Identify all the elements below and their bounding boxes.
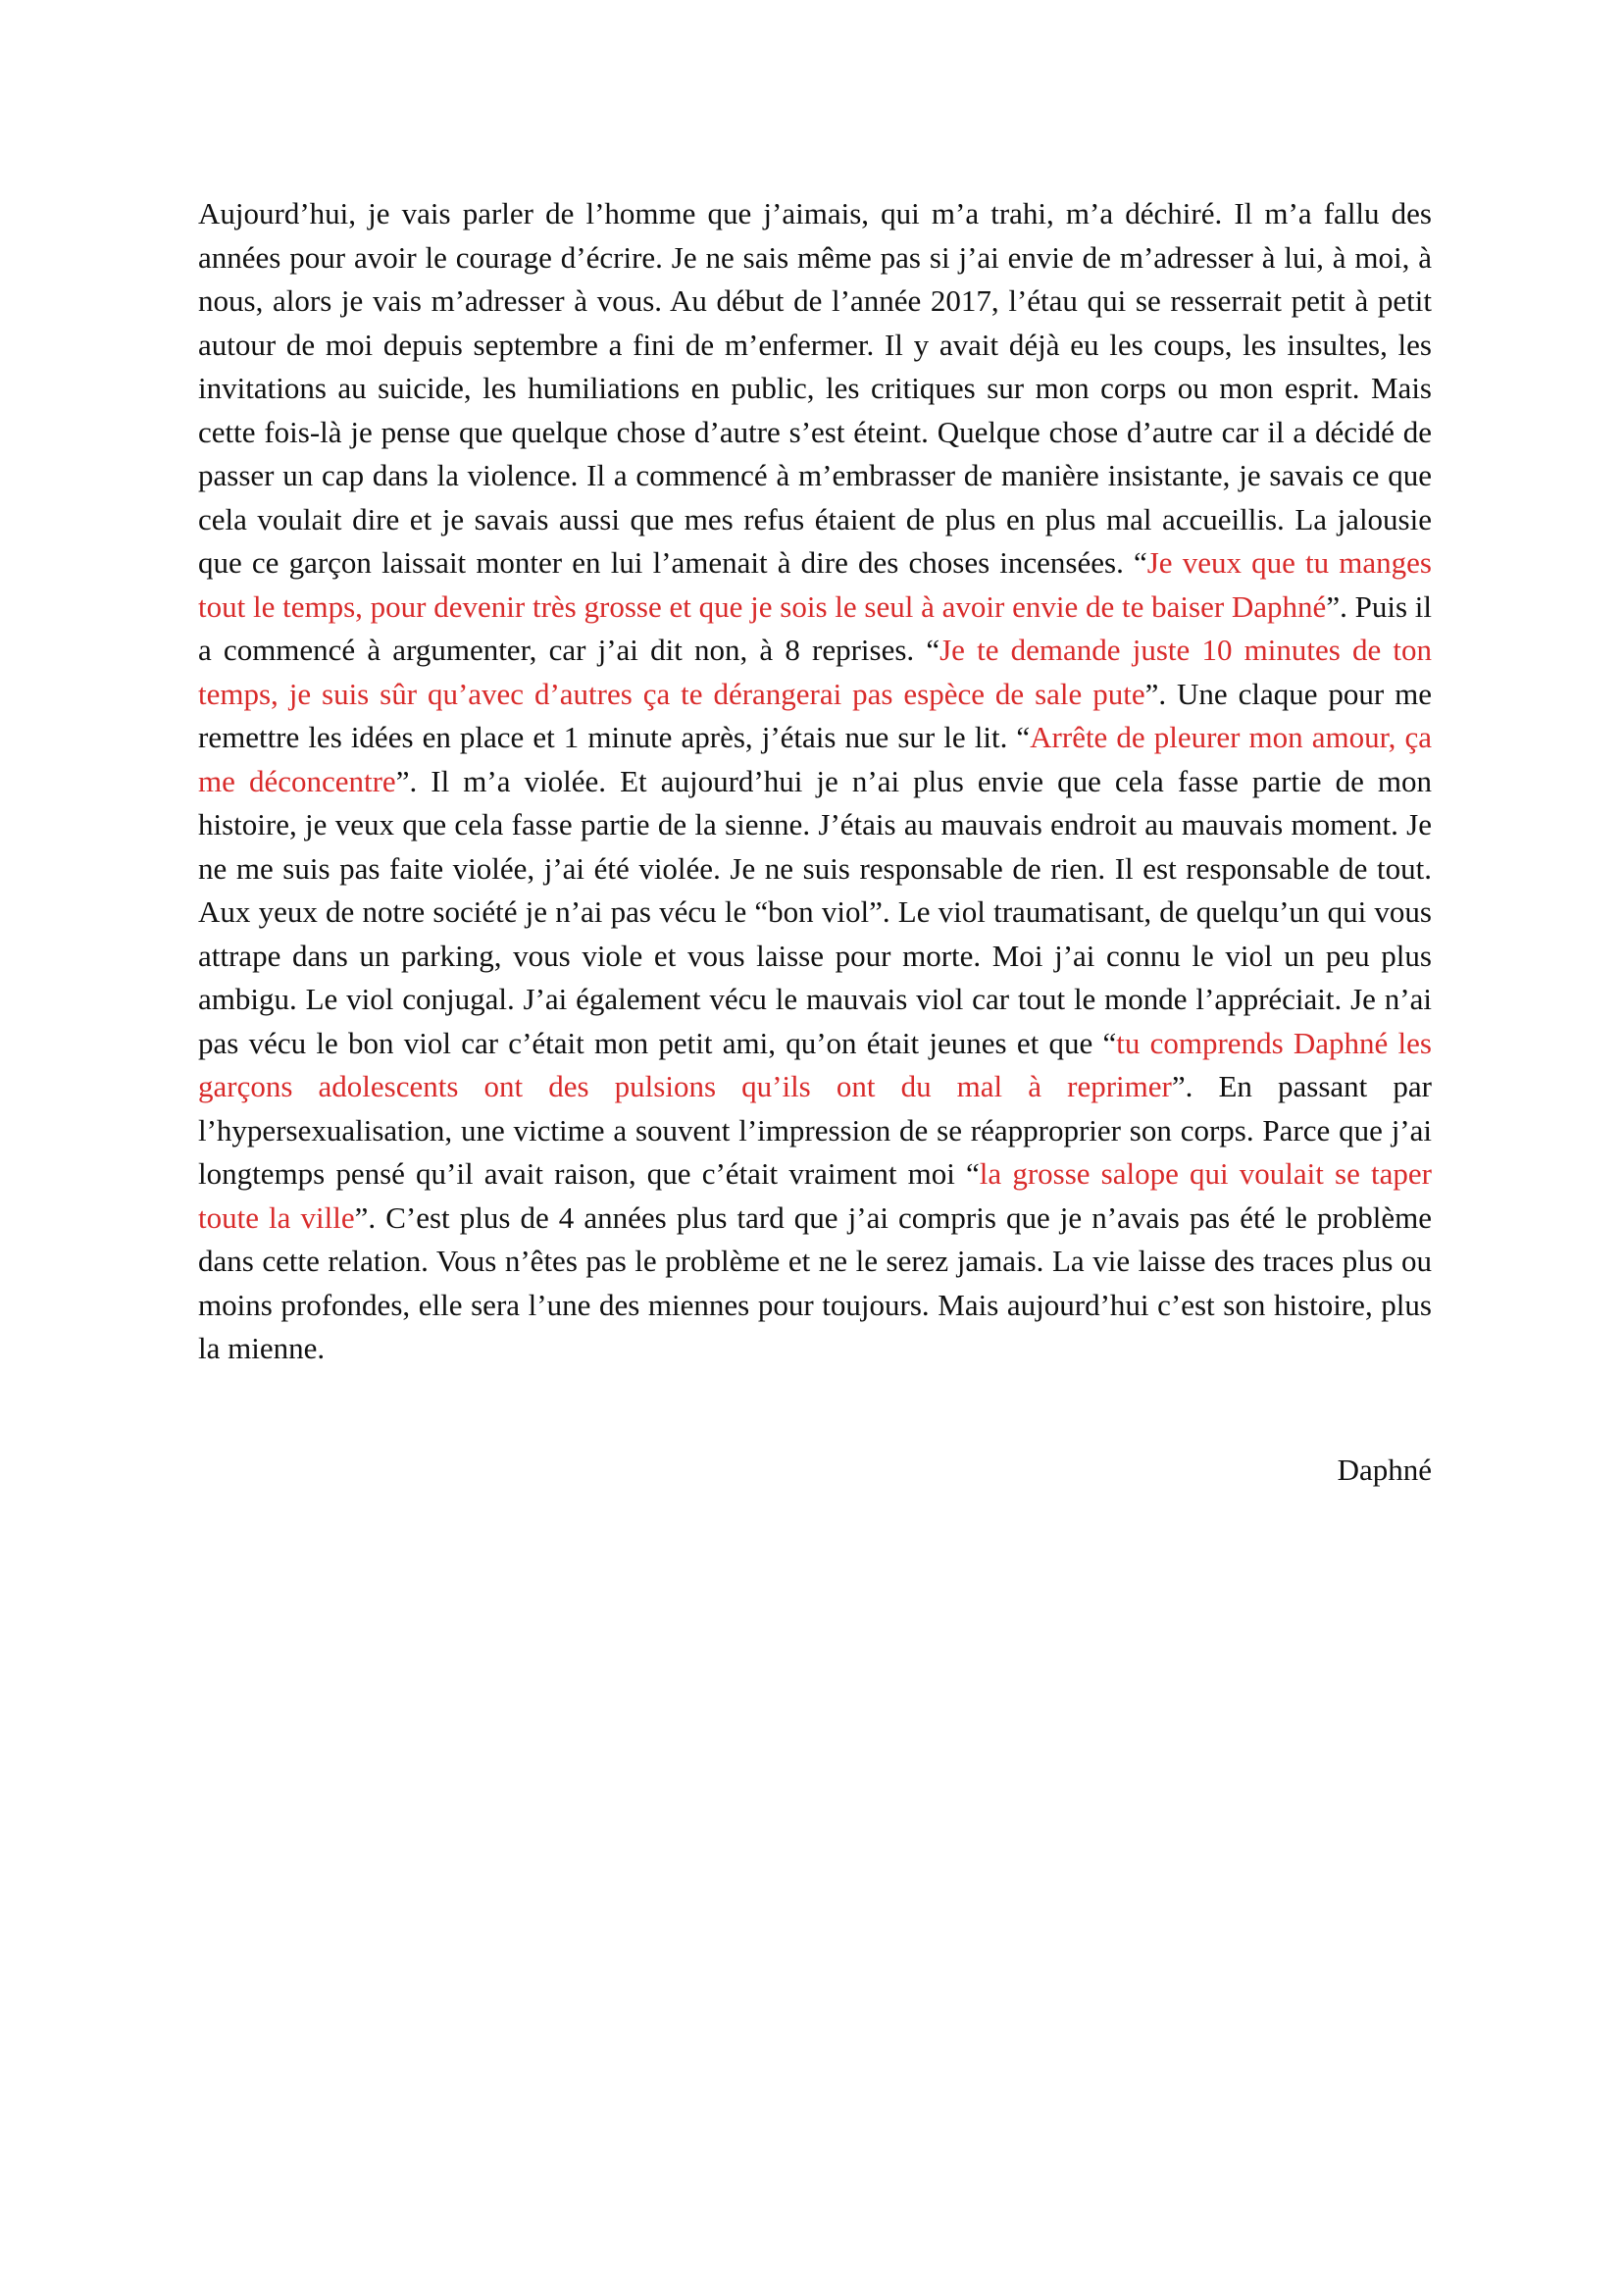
document-page xyxy=(198,192,1432,1492)
signature: Daphné xyxy=(1337,1452,1432,1487)
body-paragraph xyxy=(198,192,1432,1371)
quote-run: Je veux que tu manges tout le temps, pour devenir très grosse et que je sois le seul à avoir envie de te baiser Daphné xyxy=(198,545,1432,624)
text-run: ”. En passant par l’hypersexualisation, une victime a souvent l’impression de se réapproprier son corps. Parce que j’ai longtemps pensé qu’il avait raison, que c’était vraiment moi “ xyxy=(198,1069,1432,1191)
text-run: ”. Il m’a violée. Et aujourd’hui je n’ai plus envie que cela fasse partie de mon histoire, je veux que cela fasse partie de la sienne. J’étais au mauvais endroit au mauvais moment. Je ne me suis pas faite violée, j’ai été violée. Je ne suis responsable de rien. Il est responsable de tout. Aux yeux de notre société je n’ai pas vécu le “bon viol”. Le viol traumatisant, de quelqu’un qui vous attrape dans un parking, vous viole et vous laisse pour morte. Moi j’ai connu le viol un peu plus ambigu. Le viol conjugal. J’ai également vécu le mauvais viol car tout le monde l’appréciait. Je n’ai pas vécu le bon viol car c’était mon petit ami, qu’on était jeunes et que “ xyxy=(198,763,1433,1060)
text-run: ”. Une claque pour me remettre les idées en place et 1 minute après, j’étais nue sur le lit. “ xyxy=(198,676,1432,754)
text-run: ”. Puis il a commencé à argumenter, car j’ai dit non, à 8 reprises. “ xyxy=(198,588,1433,667)
quote-run: Je te demande juste 10 minutes de ton temps, je suis sûr qu’avec d’autres ça te dérangerai pas espèce de sale pute xyxy=(198,633,1432,711)
quote-run: Arrête de pleurer mon amour, ça me déconcentre xyxy=(198,720,1433,798)
quote-run: tu comprends Daphné les garçons adolescents ont des pulsions qu’ils ont du mal à reprimer xyxy=(198,1025,1432,1103)
text-run: ”. C’est plus de 4 années plus tard que j’ai compris que je n’avais pas été le problème dans cette relation. Vous n’êtes pas le problème et ne le serez jamais. La vie laisse des traces plus ou moins profondes, elle sera l’une des miennes pour toujours. Mais aujourd’hui c’est son histoire, plus la mienne. xyxy=(198,1199,1432,1365)
quote-run: la grosse salope qui voulait se taper toute la ville xyxy=(198,1156,1432,1235)
text-run: Aujourd’hui, je vais parler de l’homme que j’aimais, qui m’a trahi, m’a déchiré. Il m’a fallu des années pour avoir le courage d’écrire. Je ne sais même pas si j’ai envie de m’adresser à lui, à moi, à nous, alors je vais m’adresser à vous. Au début de l’année 2017, l’étau qui se resserrait petit à petit autour de moi depuis septembre a fini de m’enfermer. Il y avait déjà eu les coups, les insultes, les invitations au suicide, les humiliations en public, les critiques sur mon corps ou mon esprit. Mais cette fois-là je pense que quelque chose d’autre s’est éteint. Quelque chose d’autre car il a décidé de passer un cap dans la violence. Il a commencé à m’embrasser de manière insistante, je savais ce que cela voulait dire et je savais aussi que mes refus étaient de plus en plus mal accueillis. La jalousie que ce garçon laissait monter en lui l’amenait à dire des choses incensées. “ xyxy=(198,196,1432,580)
